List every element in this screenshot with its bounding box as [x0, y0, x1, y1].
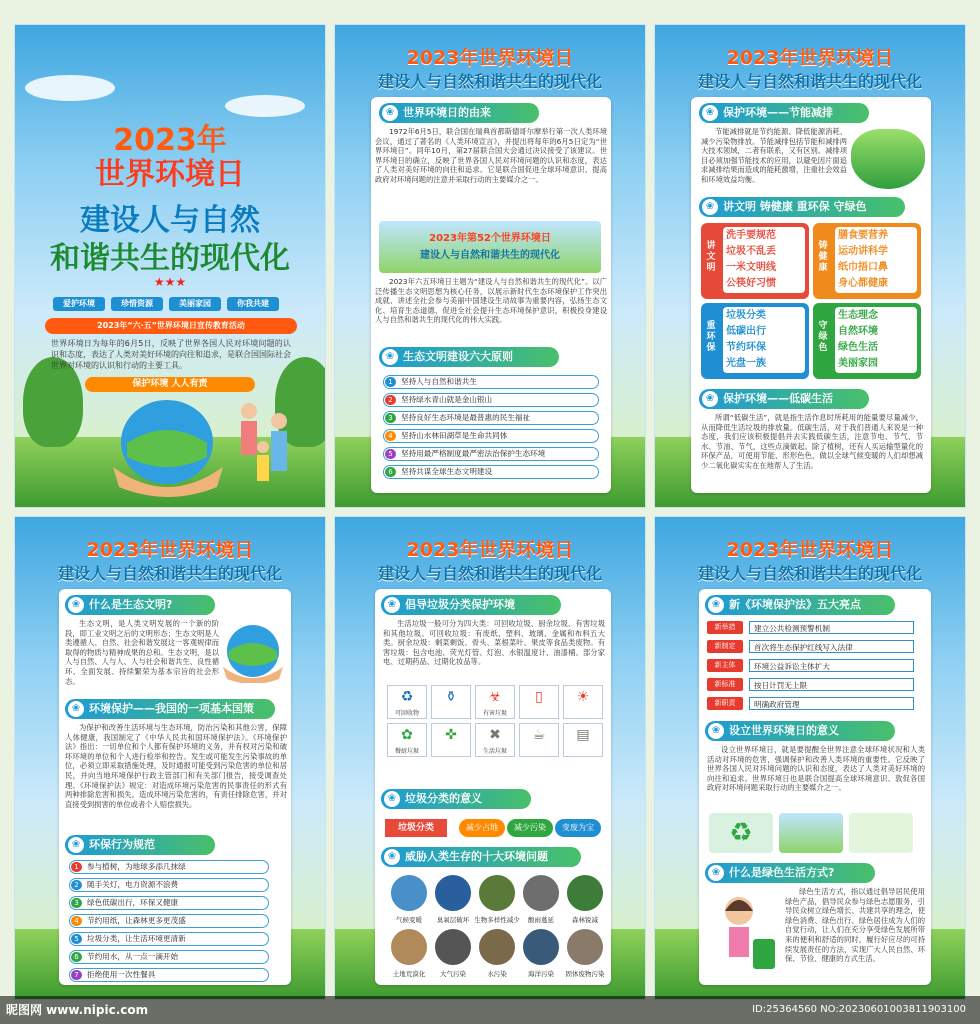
poster-title-1: 建设人与自然	[80, 203, 260, 238]
origin-text: 1972年6月5日，联合国在瑞典首都斯德哥尔摩举行第一次人类环境会议，通过了著名的《人类环境宣言》，并提出将每年的6月5日定为“世界环境日”。同年10月，第27届联合国大会通过决议接受了该建议。世界环境日的确立，反映了世界各国人民对环境问题的认识和态度，表达了人类对美好环境的向往和追求。它是联合国促进全球环境意识、提高政府对环境问题的注意并采取行动的主要媒介之一。	[375, 127, 607, 184]
star-row: ★★★	[153, 275, 187, 289]
section-lowcarbon-title: 保护环境——低碳生活	[723, 392, 833, 405]
bin-other	[475, 723, 515, 757]
issue-photo-10	[565, 927, 605, 967]
quad-green-lines: 生态理念 自然环境 绿色生活 美丽家园	[835, 307, 917, 373]
law-row-2: 新制定 首次将生态保护红线写入法律	[707, 638, 914, 654]
issue-caption-4: 酸雨蔓延	[528, 916, 554, 924]
energy-text: 节能减排就是节约能源、降低能源消耗、减少污染物排放。节能减排包括节能和减排两大技术领域，二者有联系，又有区别。减排项目必须加强节能技术的应用，以避免因片面追求减排结果而造成的能耗激增，注重社会效益和环境效益均衡。	[701, 127, 847, 184]
watermark-bar	[0, 996, 980, 1024]
section-sorting-title: 倡导垃圾分类保护环境	[405, 598, 515, 611]
section-law-title: 新《环境保护法》五大亮点	[729, 598, 861, 611]
quad-eco-label: 重环保	[706, 321, 716, 353]
section-meaning	[381, 789, 531, 809]
section-origin	[379, 103, 539, 123]
bottle-icon: ⚱	[445, 689, 457, 705]
bin-kitchen	[387, 723, 427, 757]
section-eco-civ-title: 什么是生态文明?	[89, 598, 173, 611]
quad-health-label: 铸健康	[818, 241, 828, 273]
issue-photo-7	[433, 927, 473, 967]
leaf-icon: ❀	[68, 837, 84, 853]
policy-text: 为保护和改善生活环境与生态环境，防治污染和其他公害，保障人体健康，我国制定了《中华人民共和国环境保护法》。《环境保护法》指出：一切单位和个人都有保护环境的义务，并有权对污染和破坏环境的单位和个人进行检举和控告。发生或可能发生污染事故的单位，必须立即采取措施处理，及时通报可能受到污染危害的单位和居民，并向当地环境保护行政主管部门和有关部门报告，接受调查处理。《环境保护法》规定：对造成环境污染危害的民事责任的形式有两种排除危害和损失。造成环境污染危害的，有责任排除危害，并对直接受到损害的单位或者个人赔偿损失。	[65, 723, 287, 809]
issue-photo-5	[565, 873, 605, 913]
quad-green-label: 守绿色	[818, 321, 828, 353]
issue-photo-9	[521, 927, 561, 967]
leaf-icon: ❀	[708, 597, 724, 613]
tissue-icon: ▤	[576, 727, 590, 743]
bin-label: 有害垃圾	[482, 710, 507, 717]
bin-hazard	[475, 685, 515, 719]
issue-photo-8	[477, 927, 517, 967]
principle-2: 2 坚持绿水青山就是金山银山	[383, 393, 599, 407]
leaf-icon: ❀	[68, 597, 84, 613]
food-icon: ✿	[401, 727, 413, 743]
section-origin-title: 世界环境日的由来	[403, 106, 491, 119]
banner-52-line-1: 2023年第52个世界环境日	[429, 233, 551, 244]
header-year: 2023年世界环境日	[726, 47, 894, 69]
flow-step-1: 减少占地	[459, 819, 505, 837]
issue-caption-9: 海洋污染	[528, 970, 554, 978]
leaf-icon: ❀	[708, 723, 724, 739]
norm-2: 2 随手关灯，电力资源不浪费	[69, 878, 269, 892]
issue-caption-6: 土地荒漠化	[392, 970, 426, 978]
section-energy	[699, 103, 869, 123]
norm-6: 6 节约用水，从一点一滴开始	[69, 950, 269, 964]
section-principles-title: 生态文明建设六大原则	[403, 350, 513, 363]
section-threats	[381, 847, 581, 867]
leaf-icon: ❀	[382, 105, 398, 121]
leaf-icon: ❀	[708, 865, 724, 881]
law-row-1: 新举措 建立公共检测预警机制	[707, 619, 914, 635]
poster-6	[654, 516, 966, 1000]
norm-3: 3 绿色低碳出行，环保又健康	[69, 896, 269, 910]
issue-photo-1	[389, 873, 429, 913]
recycle-tile	[709, 813, 773, 853]
quad-health-lines: 膳食要营养 运动讲科学 纸巾捂口鼻 身心都健康	[835, 227, 917, 293]
issue-caption-1: 气候变暖	[396, 916, 422, 924]
issue-caption-5: 森林锐减	[572, 916, 598, 924]
poster-1	[14, 24, 326, 508]
bin-other-3	[563, 723, 603, 757]
leaf-icon: ❀	[384, 791, 400, 807]
issue-photo-3	[477, 873, 517, 913]
bin-label: 可回收物	[394, 710, 419, 717]
section-law	[705, 595, 895, 615]
family-illustration	[227, 399, 307, 499]
poster-title-2: 和谐共生的现代化	[50, 241, 290, 276]
section-norms	[65, 835, 215, 855]
header-year: 2023年世界环境日	[406, 47, 574, 69]
bin-recyclable	[387, 685, 427, 719]
bin-label: 餐厨垃圾	[394, 748, 419, 755]
tag-3: 美丽家园	[169, 297, 221, 311]
girl-recycling-illustration	[709, 889, 783, 981]
poster-3	[654, 24, 966, 508]
section-principles	[379, 347, 559, 367]
issue-photo-2	[433, 873, 473, 913]
issue-caption-7: 大气污染	[440, 970, 466, 978]
section-energy-title: 保护环境——节能减排	[723, 106, 833, 119]
section-civil-title: 讲文明 铸健康 重环保 守绿色	[723, 200, 867, 213]
header-year: 2023年世界环境日	[86, 539, 254, 561]
issue-photo-4	[521, 873, 561, 913]
header-theme: 建设人与自然和谐共生的现代化	[697, 564, 922, 583]
leaf-icon: ❀	[702, 199, 718, 215]
bin-hazard-2	[519, 685, 559, 719]
energy-illustration	[851, 129, 925, 189]
leaf-icon: ❀	[382, 349, 398, 365]
principle-4: 4 坚持山水林田湖草是生命共同体	[383, 429, 599, 443]
bin-label: 生活垃圾	[482, 748, 507, 755]
principle-3: 3 坚持良好生态环境是最普惠的民生福祉	[383, 411, 599, 425]
bin-recyclable-2	[431, 685, 471, 719]
poster-intro: 世界环境日为每年的6月5日，反映了世界各国人民对环境问题的认识和态度，表达了人类对美好环境的向往和追求，是联合国国际社会世界对环境的认识和行动的主要工具。	[51, 339, 291, 370]
principle-6: 6 坚持共谋全球生态文明建设	[383, 465, 599, 479]
quad-eco-lines: 垃圾分类 低碳出行 节约环保 光盘一族	[723, 307, 805, 373]
earth-in-hands-illustration	[107, 397, 237, 497]
battery-icon: ▯	[535, 689, 543, 705]
header-year: 2023年世界环境日	[406, 539, 574, 561]
header-theme: 建设人与自然和谐共生的现代化	[697, 72, 922, 91]
section-meaning-title: 垃圾分类的意义	[405, 792, 482, 805]
section-significance	[705, 721, 895, 741]
flow-step-2: 减少污染	[507, 819, 553, 837]
poster-day: 世界环境日	[95, 157, 245, 192]
banner-52-line-2: 建设人与自然和谐共生的现代化	[420, 250, 560, 261]
section-green-life	[705, 863, 875, 883]
eco-civ-text: 生态文明，是人类文明发展的一个新的阶段，即工业文明之后的文明形态；生态文明是人类遵循人、自然、社会和谐发展这一客观规律而取得的物质与精神成果的总和。生态文明，是以人与自然、人与人、人与社会和谐共生、良性循环、全面发展、持续繁荣为基本宗旨的社会形态。	[65, 619, 219, 686]
norm-5: 5 垃圾分类，让生活环境更清新	[69, 932, 269, 946]
tag-4: 你我共建	[227, 297, 279, 311]
flow-start: 垃圾分类	[385, 819, 447, 837]
leaf-icon: ❀	[384, 597, 400, 613]
trash-icon: ✖	[489, 727, 501, 743]
principle-5: 5 坚持用最严格制度最严密法治保护生态环境	[383, 447, 599, 461]
banner-52	[379, 221, 601, 273]
lowcarbon-text: 所谓“低碳生活”，就是指生活作息时所耗用的能量要尽量减少，从而降低生活垃圾的排放量。低碳生活，对于我们普通人来说是一种态度，我们应该积极提倡并去实践低碳生活，注意节电、节气、节水、节油、节气，这些点滴做起。除了植树，还有人买运输型量化的环保产品，可使用节能、形形色色，做以全球气候变暖的人们却想减少二氧化碳实实在在地帮人了生活。	[701, 413, 923, 470]
law-row-5: 新职责 明确政府管理	[707, 695, 914, 711]
leaf-icon: ❀	[702, 105, 718, 121]
section-threats-title: 威胁人类生存的十大环境问题	[405, 850, 548, 863]
issue-caption-10: 固体废物污染	[565, 970, 605, 978]
section-civil	[699, 197, 905, 217]
poster-year: 2023年	[113, 123, 227, 158]
trees-tile	[849, 813, 913, 853]
recycle-icon: ♻	[729, 818, 753, 848]
poster-2	[334, 24, 646, 508]
norm-7: 7 拒绝使用一次性餐具	[69, 968, 269, 982]
header-theme: 建设人与自然和谐共生的现代化	[377, 564, 602, 583]
poster-5	[334, 516, 646, 1000]
poster-4	[14, 516, 326, 1000]
recycle-icon: ♻	[400, 689, 414, 705]
city-tile	[779, 813, 843, 853]
section-lowcarbon	[699, 389, 869, 409]
quad-civil-lines: 洗手要规范 垃圾不乱丢 一米文明线 公筷好习惯	[723, 227, 805, 293]
issue-photo-6	[389, 927, 429, 967]
section-significance-title: 设立世界环境日的意义	[729, 724, 839, 737]
issue-caption-8: 水污染	[487, 970, 507, 978]
section-policy	[65, 699, 275, 719]
sorting-text: 生活垃圾一般可分为四大类：可回收垃圾、厨余垃圾、有害垃圾和其他垃圾。可回收垃圾：有废纸、塑料、玻璃、金属和布料五大类。厨余垃圾：剩菜剩饭、骨头、菜根菜叶、果皮等食品类废物。有害垃圾：包含电池、荧光灯管、灯泡、水银温度计、油漆桶、部分家电、过期药品、过期化妆品等。	[383, 619, 605, 667]
slogan-bar: 保护环境 人人有责	[85, 377, 255, 392]
header-year: 2023年世界环境日	[726, 539, 894, 561]
norm-4: 4 节约用纸，让森林更多更茂盛	[69, 914, 269, 928]
cup-icon: ☕	[532, 727, 546, 743]
tag-1: 爱护环境	[53, 297, 105, 311]
section-green-life-title: 什么是绿色生活方式?	[729, 866, 835, 879]
header-theme: 建设人与自然和谐共生的现代化	[57, 564, 282, 583]
section-sorting	[381, 595, 561, 615]
site-logo[interactable]: 昵图网 www.nipic.com	[6, 1003, 149, 1017]
principle-1: 1 坚持人与自然和谐共生	[383, 375, 599, 389]
bin-other-2	[519, 723, 559, 757]
section-norms-title: 环保行为规范	[89, 838, 155, 851]
theme-text: 2023年六五环境日主题为“建设人与自然和谐共生的现代化”。以广泛传播生态文明思想为核心任务，以展示新时代生态环境保护工作突出成就、讲述全社会参与美丽中国建设生动故事为重要内容，弘扬生态文化、培育生态道德、促进全社会提升生态环境保护意识，积极投身建设人与自然和谐共生的现代化的伟大实践。	[375, 277, 607, 325]
bulb-icon: ☀	[576, 689, 590, 705]
section-policy-title: 环境保护——我国的一项基本国策	[89, 702, 254, 715]
section-eco-civ	[65, 595, 215, 615]
earth-illustration	[221, 623, 285, 683]
significance-text: 设立世界环境日，就是要提醒全世界注意全球环境状况和人类活动对环境的危害，强调保护和改善人类环境的重要性。它反映了世界各国人民对环境问题的认识和态度，表达了人类对美好环境的向往和追求。世界环境日也是联合国提高全球环境意识、敦促各国政府对环境问题采取行动的主要媒介之一。	[707, 745, 925, 793]
event-band: 2023年“六·五”世界环境日宣传教育活动	[45, 318, 297, 334]
tag-2: 珍惜资源	[111, 297, 163, 311]
quad-civil-label: 讲文明	[706, 241, 716, 273]
norm-1: 1 参与植树，为地球多添几抹绿	[69, 860, 269, 874]
hazard-icon: ☣	[488, 689, 502, 705]
issue-caption-3: 生物多样性减少	[474, 916, 520, 924]
issue-caption-2: 臭氧层破坏	[436, 916, 470, 924]
fish-icon: ✜	[445, 727, 457, 743]
leaf-icon: ❀	[68, 701, 84, 717]
bin-kitchen-2	[431, 723, 471, 757]
image-id: ID:25364560 NO:20230601003811903100	[752, 1004, 966, 1015]
leaf-icon: ❀	[702, 391, 718, 407]
bin-hazard-3	[563, 685, 603, 719]
flow-step-3: 变废为宝	[555, 819, 601, 837]
leaf-icon: ❀	[384, 849, 400, 865]
law-row-3: 新主体 环境公益诉讼主体扩大	[707, 657, 914, 673]
header-theme: 建设人与自然和谐共生的现代化	[377, 72, 602, 91]
green-life-text: 绿色生活方式，指以通过倡导居民使用绿色产品，倡导民众参与绿色志愿服务，引导民众树立绿色增长、共建共享的理念，使绿色消费、绿色出行、绿色居住成为人们的自觉行动，让人们在充分享受绿色发展所带来的便利和舒适的同时，履行好应尽的可持续发展责任的方法，实现广大人民自然、环保、节俭、健康的方式生活。	[785, 887, 925, 964]
law-row-4: 新标准 按日计罚无上限	[707, 676, 914, 692]
